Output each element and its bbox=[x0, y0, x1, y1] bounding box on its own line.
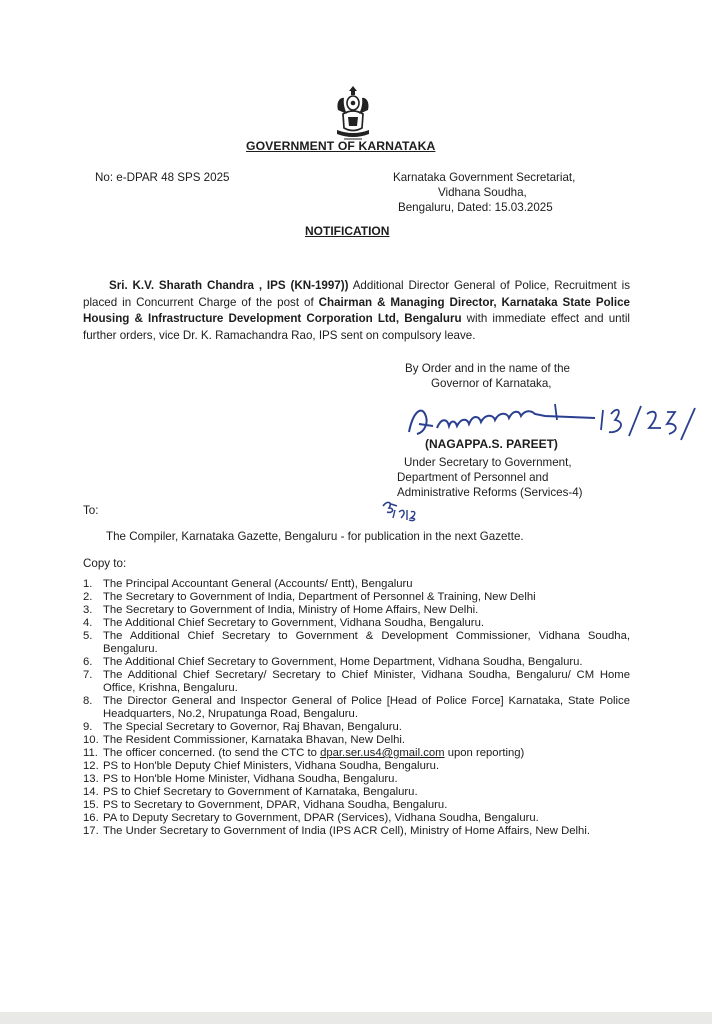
notification-text-1: Additional Director General of Police, Recruitment is placed in Concurrent Charge of the post of bbox=[83, 279, 630, 309]
notification-body bbox=[83, 278, 630, 344]
list-item: 2. The Secretary to Government of India, Department of Personnel & Training, New Delhi bbox=[83, 591, 536, 603]
list-item: 6. The Additional Chief Secretary to Government, Home Department, Vidhana Soudha, Bengaluru. bbox=[83, 656, 583, 668]
notification-text-2: with immediate effect and until further orders, vice Dr. K. Ramachandra Rao, IPS sent on compulsory leave. bbox=[83, 312, 630, 342]
list-item: 3. The Secretary to Government of India, Ministry of Home Affairs, New Delhi. bbox=[83, 604, 479, 616]
to-recipient: The Compiler, Karnataka Gazette, Bengaluru - for publication in the next Gazette. bbox=[106, 530, 524, 543]
file-number: No: e-DPAR 48 SPS 2025 bbox=[95, 171, 230, 184]
list-item: 8. The Director General and Inspector General of Police [Head of Police Force] Karnataka, State Police Headquarters, No.2, Nrupatunga Road, Bengaluru. bbox=[83, 695, 630, 720]
list-item: 15. PS to Secretary to Government, DPAR, Vidhana Soudha, Bengaluru. bbox=[83, 799, 448, 811]
to-label: To: bbox=[83, 504, 99, 517]
list-item: 4. The Additional Chief Secretary to Government, Vidhana Soudha, Bengaluru. bbox=[83, 617, 484, 629]
list-item: 9. The Special Secretary to Governor, Raj Bhavan, Bengaluru. bbox=[83, 721, 402, 733]
list-item: 17. The Under Secretary to Government of India (IPS ACR Cell), Ministry of Home Affairs, New Delhi. bbox=[83, 825, 590, 837]
designation-line-1: Under Secretary to Government, bbox=[404, 456, 572, 469]
officer-name: Sri. K.V. Sharath Chandra , IPS (KN-1997)) bbox=[109, 279, 349, 292]
list-item: 11. The officer concerned. (to send the CTC to dpar.ser.us4@gmail.com upon reporting) bbox=[83, 747, 525, 759]
list-item: 12. PS to Hon'ble Deputy Chief Ministers, Vidhana Soudha, Bengaluru. bbox=[83, 760, 440, 772]
copy-to-list bbox=[83, 578, 630, 838]
notification-heading: NOTIFICATION bbox=[305, 224, 390, 238]
list-item: 14. PS to Chief Secretary to Government of Karnataka, Bengaluru. bbox=[83, 786, 418, 798]
address-line-2: Vidhana Soudha, bbox=[438, 186, 527, 199]
email-link[interactable]: dpar.ser.us4@gmail.com bbox=[320, 747, 445, 759]
list-item: 10. The Resident Commissioner, Karnataka Bhavan, New Delhi. bbox=[83, 734, 406, 746]
address-date-line: Bengaluru, Dated: 15.03.2025 bbox=[398, 201, 553, 214]
list-item: 13. PS to Hon'ble Home Minister, Vidhana Soudha, Bengaluru. bbox=[83, 773, 398, 785]
state-emblem-icon bbox=[330, 84, 376, 142]
copy-to-label: Copy to: bbox=[83, 557, 127, 570]
designation-line-3: Administrative Reforms (Services-4) bbox=[397, 486, 583, 499]
list-item: 1. The Principal Accountant General (Accounts/ Entt), Bengaluru bbox=[83, 578, 413, 590]
order-line-1: By Order and in the name of the bbox=[405, 362, 570, 375]
order-line-2: Governor of Karnataka, bbox=[431, 377, 552, 390]
list-item: 16. PA to Deputy Secretary to Government, DPAR (Services), Vidhana Soudha, Bengaluru. bbox=[83, 812, 539, 824]
handwritten-initials bbox=[381, 498, 417, 522]
government-title: GOVERNMENT OF KARNATAKA bbox=[246, 139, 436, 153]
list-item: 7. The Additional Chief Secretary/ Secretary to Chief Minister, Vidhana Soudha, Bengaluru/ CM Home Office, Krishna, Bengaluru. bbox=[83, 669, 630, 694]
signatory-name: (NAGAPPA.S. PAREET) bbox=[425, 437, 558, 451]
post-name: Chairman & Managing Director, Karnataka State Police Housing & Infrastructure Development Corporation Ltd, Bengaluru bbox=[83, 295, 630, 325]
designation-line-2: Department of Personnel and bbox=[397, 471, 549, 484]
address-line-1: Karnataka Government Secretariat, bbox=[393, 171, 576, 184]
list-item: 5. The Additional Chief Secretary to Government & Development Commissioner, Vidhana Soudha, Bengaluru. bbox=[83, 630, 630, 655]
